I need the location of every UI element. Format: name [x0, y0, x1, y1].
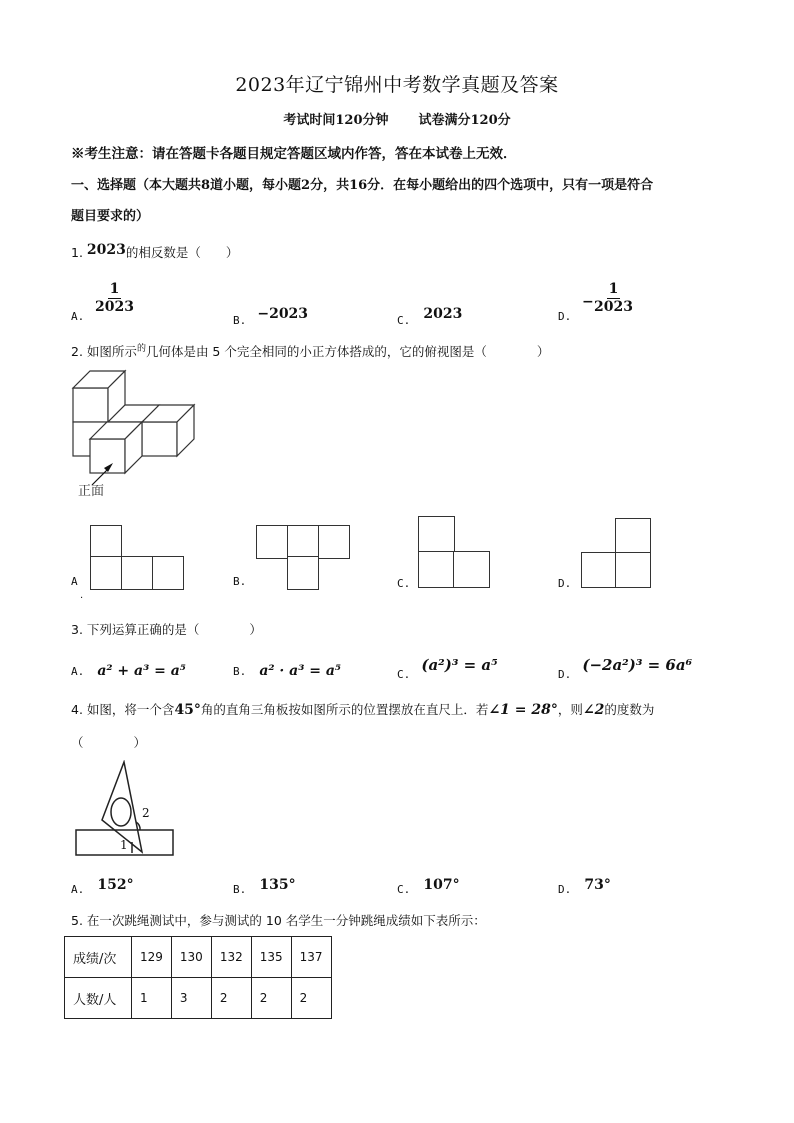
option-letter: D.	[558, 310, 572, 323]
question-4-paren: （ ）	[71, 735, 147, 750]
option-3c[interactable]	[397, 655, 498, 681]
table-cell: 130	[171, 937, 211, 978]
numerator: 1	[607, 282, 621, 299]
table-cell: 2	[291, 978, 331, 1019]
question-text: 角的直角三角板按如图所示的位置摆放在直尺上．若	[200, 702, 489, 717]
table-cell: 1	[132, 978, 172, 1019]
exam-time: 考试时间120分钟	[283, 113, 389, 128]
option-letter: B.	[233, 575, 247, 588]
question-5	[71, 911, 486, 929]
option-letter: C.	[397, 577, 411, 590]
table-cell: 2	[211, 978, 251, 1019]
option-1b[interactable]	[233, 303, 308, 327]
denominator: 2023	[95, 299, 134, 316]
table-row	[65, 978, 332, 1019]
section-heading-line2: 题目要求的）	[71, 209, 150, 224]
option-3b[interactable]	[233, 660, 341, 679]
option-letter: B.	[233, 883, 247, 896]
question-math: 2023	[86, 242, 126, 258]
question-number: 1.	[71, 245, 83, 260]
question-number: 2.	[71, 344, 83, 360]
exam-notice: ※考生注意：请在答题卡各题目规定答题区域内作答，答在本试卷上无效．	[71, 146, 517, 162]
stray-dot: ·	[80, 593, 84, 604]
option-value: 107°	[423, 877, 460, 893]
minus-sign: −	[582, 294, 594, 310]
option-value: 135°	[259, 877, 296, 893]
page-title: 2023年辽宁锦州中考数学真题及答案	[235, 74, 559, 96]
numerator: 1	[108, 282, 122, 299]
option-value: 2023	[423, 306, 463, 322]
option-expression: (a²)³ = a⁵	[421, 656, 498, 674]
angle-condition: ∠1 = 28°	[488, 702, 558, 718]
question-text: 如图，将一个含	[86, 702, 175, 717]
scores-table	[64, 936, 332, 1019]
table-cell: 135	[251, 937, 291, 978]
option-letter: A	[71, 575, 78, 588]
option-3a[interactable]	[71, 660, 186, 679]
question-text: 的相反数是（ ）	[125, 245, 239, 260]
option-expression: a² + a³ = a⁵	[97, 663, 186, 679]
question-text: 在一次跳绳测试中，参与测试的 10 名学生一分钟跳绳成绩如下表所示：	[86, 913, 486, 928]
option-letter: A.	[71, 665, 85, 678]
question-number: 4.	[71, 702, 83, 717]
option-3d[interactable]	[558, 655, 692, 681]
table-cell: 137	[291, 937, 331, 978]
question-text: 几何体是由 5 个完全相同的小正方体搭成的，它的俯视图是（ ）	[145, 344, 550, 360]
question-number: 3.	[71, 622, 83, 637]
question-number: 5.	[71, 913, 83, 928]
question-text: 的度数为	[604, 702, 655, 717]
table-row	[65, 937, 332, 978]
triangle-ruler-figure-icon	[72, 760, 182, 860]
fraction	[594, 282, 633, 316]
fraction	[95, 282, 134, 316]
option-letter: A.	[71, 310, 85, 323]
question-1	[71, 242, 238, 261]
table-cell: 3	[171, 978, 211, 1019]
exam-full-score: 试卷满分120分	[418, 113, 511, 128]
option-letter: C.	[397, 668, 411, 681]
front-label: 正面	[78, 484, 105, 499]
option-2b[interactable]	[233, 525, 353, 600]
option-1c[interactable]	[397, 303, 462, 327]
option-2d[interactable]	[558, 518, 678, 598]
exam-info	[0, 109, 794, 128]
question-text: 如图所示	[86, 344, 137, 360]
option-letter: C.	[397, 883, 411, 896]
table-cell: 人数/人	[65, 978, 132, 1019]
denominator: 2023	[594, 299, 633, 316]
table-cell: 129	[132, 937, 172, 978]
option-value: 73°	[584, 877, 611, 893]
option-letter: D.	[558, 577, 572, 590]
table-cell: 2	[251, 978, 291, 1019]
option-expression: a² · a³ = a⁵	[259, 663, 342, 679]
angle-value: 45°	[174, 702, 201, 718]
option-2a[interactable]	[71, 525, 191, 604]
option-4d[interactable]	[558, 874, 611, 896]
scores-table-grid	[64, 936, 332, 1019]
option-letter: C.	[397, 314, 411, 327]
option-4c[interactable]	[397, 874, 460, 896]
section-heading	[71, 174, 731, 224]
option-letter: D.	[558, 668, 572, 681]
option-letter: B.	[233, 314, 247, 327]
angle-asked: ∠2	[582, 702, 605, 718]
question-text: 下列运算正确的是（ ）	[86, 622, 262, 637]
angle-2-label: 2	[142, 806, 150, 820]
section-heading-line1: 一、选择题（本大题共8道小题，每小题2分，共16分．在每小题给出的四个选项中，只有一项是符合	[71, 178, 654, 193]
question-text-sup: 的	[136, 344, 146, 354]
option-4a[interactable]	[71, 874, 134, 896]
question-2	[71, 341, 549, 360]
table-cell: 132	[211, 937, 251, 978]
cube-stack-figure-icon	[70, 368, 200, 503]
option-letter: B.	[233, 665, 247, 678]
option-letter: D.	[558, 883, 572, 896]
question-text: ，则	[557, 702, 583, 717]
option-value: 152°	[97, 877, 134, 893]
question-4	[71, 700, 751, 718]
option-value: −2023	[257, 306, 309, 322]
option-expression: (−2a²)³ = 6a⁶	[582, 656, 693, 674]
option-4b[interactable]	[233, 874, 296, 896]
table-cell: 成绩/次	[65, 937, 132, 978]
question-3	[71, 620, 262, 638]
option-letter: A.	[71, 883, 85, 896]
angle-1-label: 1	[120, 838, 128, 852]
option-2c[interactable]	[397, 516, 517, 596]
